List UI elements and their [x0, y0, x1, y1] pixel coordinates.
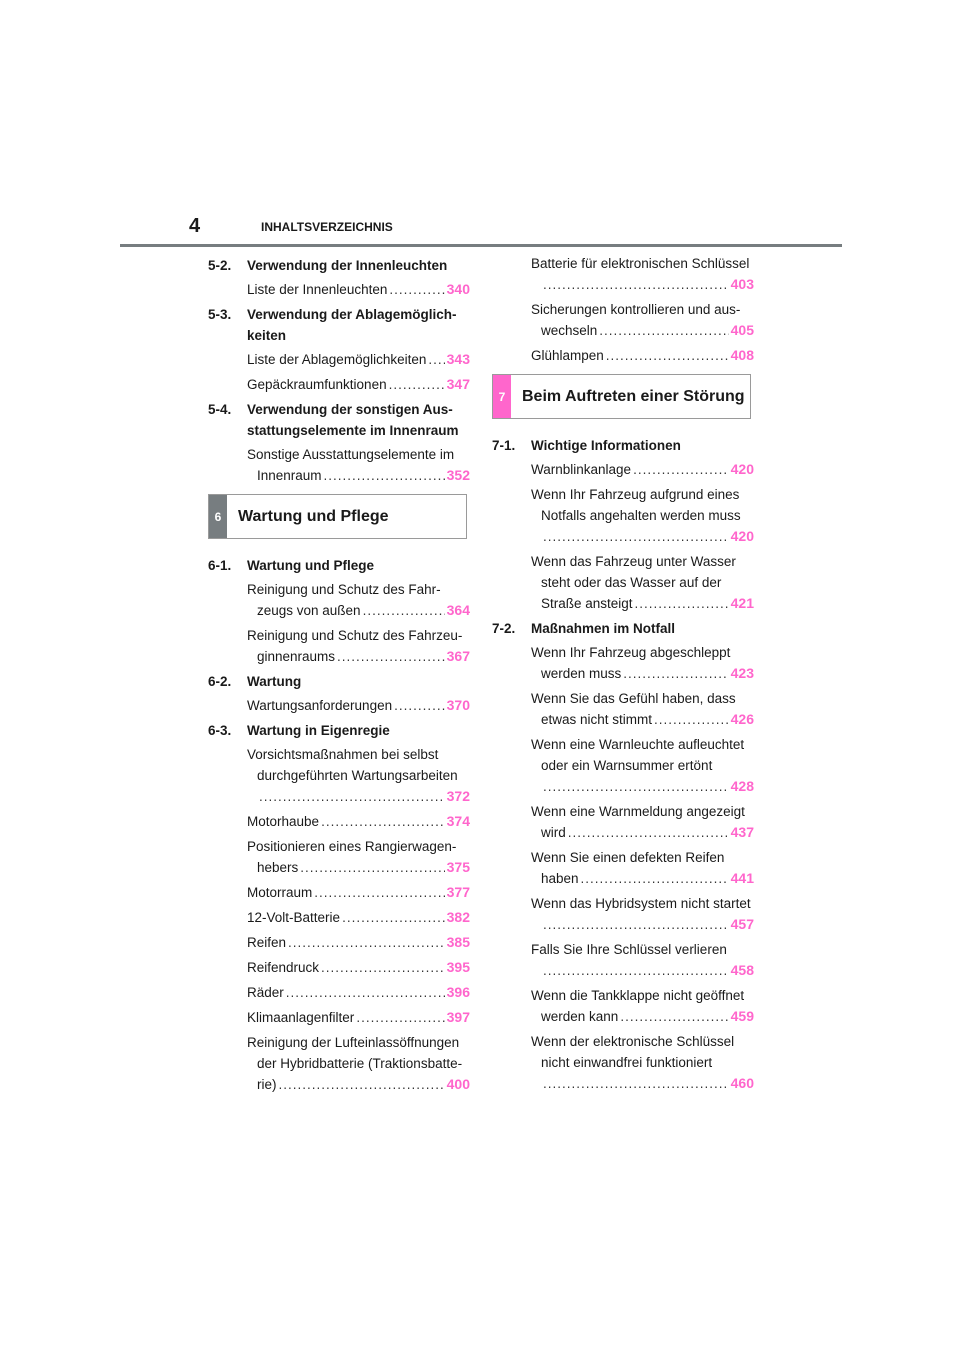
toc-entry-text: Wenn die Tankklappe nicht geöffnet [531, 988, 745, 1003]
page-link[interactable]: 382 [446, 909, 470, 925]
page-link[interactable]: 460 [730, 1075, 754, 1091]
toc-entry[interactable] [531, 1031, 754, 1094]
toc-entry-line [247, 786, 470, 807]
toc-entry-line [531, 914, 754, 935]
toc-entry-text: Wenn Ihr Fahrzeug aufgrund eines [531, 487, 740, 502]
dot-leader [543, 776, 729, 797]
toc-entry-text: haben [541, 871, 579, 886]
page-link[interactable]: 428 [730, 778, 754, 794]
toc-entry-line [247, 465, 470, 486]
toc-entry-text: Vorsichtsmaßnahmen bei selbst [247, 747, 439, 762]
page-link[interactable]: 367 [446, 648, 470, 664]
toc-entry[interactable] [247, 1007, 470, 1028]
toc-entry-line [531, 593, 754, 614]
toc-entry-text: der Hybridbatterie (Traktionsbatte- [257, 1056, 463, 1071]
toc-entry-text: Wartungsanforderungen [247, 698, 393, 713]
toc-entry-line [247, 279, 470, 300]
toc-entry-text: Reifendruck [247, 960, 320, 975]
toc-entry[interactable] [247, 1032, 470, 1095]
toc-entry[interactable] [247, 279, 470, 300]
toc-entry-text: ginnenraums [257, 649, 336, 664]
toc-entry[interactable] [247, 579, 470, 621]
header-rule [120, 244, 842, 247]
dot-leader [599, 320, 728, 341]
dot-leader [324, 465, 445, 486]
dot-leader [581, 868, 729, 889]
toc-entry-line [531, 663, 754, 684]
toc-entry[interactable] [531, 939, 754, 981]
toc-entry[interactable] [247, 811, 470, 832]
dot-leader [543, 526, 729, 547]
page-link[interactable]: 457 [730, 916, 754, 932]
toc-entry-text: etwas nicht stimmt [541, 712, 653, 727]
dot-leader [288, 932, 445, 953]
section-number: 6-3. [208, 723, 232, 738]
section-heading [208, 304, 470, 346]
section-heading [208, 399, 470, 441]
dot-leader [394, 695, 445, 716]
section-title: Wartung und Pflege [247, 558, 374, 573]
toc-entry-text: zeugs von außen [257, 603, 361, 618]
toc-entry[interactable] [531, 551, 754, 614]
toc-entry-text: Motorraum [247, 885, 313, 900]
dot-leader [259, 786, 445, 807]
page-link[interactable]: 420 [730, 461, 754, 477]
section-number: 7-2. [492, 621, 516, 636]
toc-entry-text: Reinigung und Schutz des Fahr- [247, 582, 441, 597]
toc-entry[interactable] [247, 374, 470, 395]
page-link[interactable]: 458 [730, 962, 754, 978]
page-link[interactable]: 426 [730, 711, 754, 727]
toc-entry[interactable] [247, 744, 470, 807]
toc-entry-text: Warnblinkanlage [531, 462, 632, 477]
toc-entry[interactable] [247, 349, 470, 370]
toc-entry[interactable] [531, 847, 754, 889]
toc-entry[interactable] [531, 734, 754, 797]
dot-leader [363, 600, 445, 621]
section-title: Maßnahmen im Notfall [531, 621, 676, 636]
page-link[interactable]: 374 [446, 813, 470, 829]
section-number: 5-4. [208, 402, 232, 417]
toc-entry-text: Glühlampen [531, 348, 604, 363]
toc-entry-text: Liste der Innenleuchten [247, 282, 388, 297]
toc-entry[interactable] [247, 932, 470, 953]
dot-leader [389, 374, 445, 395]
section-number: 7-1. [492, 438, 516, 453]
toc-entry[interactable] [531, 642, 754, 684]
dot-leader [300, 857, 444, 878]
page-link[interactable]: 441 [730, 870, 754, 886]
chapter-box [492, 374, 751, 419]
toc-entry-line [247, 932, 470, 953]
toc-entry[interactable] [247, 982, 470, 1003]
toc-entry[interactable] [531, 893, 754, 935]
page-link[interactable]: 364 [446, 602, 470, 618]
toc-entry-text: Motorhaube [247, 814, 320, 829]
dot-leader [286, 982, 445, 1003]
toc-entry[interactable] [247, 836, 470, 878]
section-number: 6-2. [208, 674, 232, 689]
page-link[interactable]: 397 [446, 1009, 470, 1025]
toc-entry-text: Reifen [247, 935, 287, 950]
toc-entry-line [531, 459, 754, 480]
dot-leader [623, 663, 728, 684]
toc-entry-line [247, 857, 470, 878]
toc-entry[interactable] [531, 345, 754, 366]
chapter-box [208, 494, 467, 539]
toc-entry[interactable] [247, 957, 470, 978]
page-link[interactable]: 370 [446, 697, 470, 713]
chapter-tab: 7 [493, 375, 511, 418]
toc-entry[interactable] [247, 907, 470, 928]
section-heading [492, 435, 754, 456]
toc-entry-text: Reinigung und Schutz des Fahrzeu- [247, 628, 463, 643]
dot-leader [314, 882, 444, 903]
toc-entry-text: Wenn der elektronische Schlüssel [531, 1034, 735, 1049]
page-link[interactable]: 385 [446, 934, 470, 950]
toc-entry-line [247, 957, 470, 978]
toc-entry[interactable] [531, 801, 754, 843]
page-link[interactable]: 423 [730, 665, 754, 681]
toc-entry-text: rie) [257, 1077, 277, 1092]
section-title: Verwendung der Innenleuchten [247, 258, 448, 273]
dot-leader [543, 274, 729, 295]
toc-entry-text: Notfalls angehalten werden muss [541, 508, 741, 523]
toc-entry-text: Batterie für elektronischen Schlüssel [531, 256, 750, 271]
toc-entry-text: Positionieren eines Rangierwagen- [247, 839, 457, 854]
toc-entry-line [247, 1007, 470, 1028]
page-link[interactable]: 403 [730, 276, 754, 292]
section-title: Wartung [247, 674, 302, 689]
toc-entry-text: Sicherungen kontrollieren und aus- [531, 302, 741, 317]
page-link[interactable]: 400 [446, 1076, 470, 1092]
toc-entry[interactable] [531, 253, 754, 295]
page-link[interactable]: 437 [730, 824, 754, 840]
toc-entry-text: Liste der Ablagemöglichkeiten [247, 352, 427, 367]
dot-leader [654, 709, 729, 730]
section-title: Wichtige Informationen [531, 438, 681, 453]
toc-entry[interactable] [247, 444, 470, 486]
page-link[interactable]: 420 [730, 528, 754, 544]
dot-leader [543, 914, 729, 935]
dot-leader [635, 593, 729, 614]
toc-entry-line [531, 320, 754, 341]
toc-column-right [492, 253, 754, 1098]
page-link[interactable]: 408 [730, 347, 754, 363]
toc-entry-line [247, 882, 470, 903]
toc-entry-line [531, 960, 754, 981]
page-link[interactable]: 343 [446, 351, 470, 367]
toc-entry-text: Falls Sie Ihre Schlüssel verlieren [531, 942, 727, 957]
toc-entry-line [531, 1073, 754, 1094]
toc-entry-line [531, 776, 754, 797]
toc-entry-line [247, 349, 470, 370]
toc-entry-text: oder ein Warnsummer ertönt [541, 758, 713, 773]
toc-entry[interactable] [531, 299, 754, 341]
toc-entry-line [247, 982, 470, 1003]
header-title: INHALTSVERZEICHNIS [261, 220, 393, 234]
section-heading [208, 555, 470, 576]
toc-entry-line [531, 526, 754, 547]
toc-entry[interactable] [247, 695, 470, 716]
dot-leader [606, 345, 729, 366]
toc-entry-text: Räder [247, 985, 284, 1000]
page-link[interactable]: 421 [730, 595, 754, 611]
dot-leader [279, 1074, 445, 1095]
toc-entry-text: Innenraum [257, 468, 322, 483]
toc-entry-text: Wenn Ihr Fahrzeug abgeschleppt [531, 645, 731, 660]
toc-entry-text: Sonstige Ausstattungselemente im [247, 447, 455, 462]
toc-entry-text: Wenn Sie einen defekten Reifen [531, 850, 725, 865]
page-link[interactable]: 405 [730, 322, 754, 338]
dot-leader [620, 1006, 728, 1027]
toc-entry-text: Wenn eine Warnmeldung angezeigt [531, 804, 745, 819]
toc-entry[interactable] [247, 882, 470, 903]
page-number: 4 [189, 215, 201, 237]
toc-entry-text: Wenn Sie das Gefühl haben, dass [531, 691, 736, 706]
toc-entry-text: hebers [257, 860, 299, 875]
page-link[interactable]: 352 [446, 467, 470, 483]
toc-entry-line [531, 868, 754, 889]
dot-leader [337, 646, 445, 667]
dot-leader [321, 957, 445, 978]
section-number: 5-2. [208, 258, 232, 273]
page-link[interactable]: 459 [730, 1008, 754, 1024]
page-link[interactable]: 347 [446, 376, 470, 392]
dot-leader [633, 459, 729, 480]
toc-entry-text: Wenn das Fahrzeug unter Wasser [531, 554, 736, 569]
dot-leader [356, 1007, 444, 1028]
toc-entry-text: Klimaanlagenfilter [247, 1010, 355, 1025]
toc-entry[interactable] [531, 688, 754, 730]
section-title: Verwendung der sonstigen Aus-stattungselemente im Innenraum [247, 402, 459, 438]
section-title: Verwendung der Ablagemöglich-keiten [247, 307, 457, 343]
toc-entry-line [247, 811, 470, 832]
toc-entry-line [247, 646, 470, 667]
toc-column-left [208, 255, 470, 1099]
toc-entry-text: Gepäckraumfunktionen [247, 377, 387, 392]
chapter-title: Wartung und Pflege [238, 507, 389, 525]
section-number: 5-3. [208, 307, 232, 322]
toc-entry-text: werden kann [541, 1009, 619, 1024]
section-heading [208, 720, 470, 741]
dot-leader [428, 349, 444, 370]
toc-entry-line [247, 695, 470, 716]
toc-entry-line [247, 600, 470, 621]
section-heading [492, 618, 754, 639]
toc-entry-line [531, 274, 754, 295]
toc-entry-text: steht oder das Wasser auf der [541, 575, 722, 590]
toc-entry-text: Straße ansteigt [541, 596, 633, 611]
toc-entry-text: 12-Volt-Batterie [247, 910, 341, 925]
toc-entry-line [247, 1074, 470, 1095]
page-link[interactable]: 372 [446, 788, 470, 804]
toc-entry-text: Wenn das Hybridsystem nicht startet [531, 896, 751, 911]
chapter-tab: 6 [209, 495, 227, 538]
section-title: Wartung in Eigenregie [247, 723, 390, 738]
section-number: 6-1. [208, 558, 232, 573]
toc-entry-line [531, 822, 754, 843]
toc-entry-text: werden muss [541, 666, 622, 681]
page-link[interactable]: 395 [446, 959, 470, 975]
toc-entry[interactable] [531, 985, 754, 1027]
section-heading [208, 255, 470, 276]
page-link[interactable]: 340 [446, 281, 470, 297]
toc-entry-line [531, 345, 754, 366]
page-link[interactable]: 375 [446, 859, 470, 875]
page-link[interactable]: 396 [446, 984, 470, 1000]
dot-leader [342, 907, 445, 928]
dot-leader [389, 279, 444, 300]
toc-entry-text: wird [541, 825, 566, 840]
page-link[interactable]: 377 [446, 884, 470, 900]
chapter-title: Beim Auftreten einer Störung [522, 387, 745, 405]
toc-entry-text: nicht einwandfrei funktioniert [541, 1055, 713, 1070]
toc-entry-line [531, 709, 754, 730]
toc-entry-text: Reinigung der Lufteinlassöffnungen [247, 1035, 460, 1050]
toc-entry[interactable] [531, 484, 754, 547]
toc-entry-line [247, 374, 470, 395]
dot-leader [543, 1073, 729, 1094]
toc-entry[interactable] [531, 459, 754, 480]
toc-entry[interactable] [247, 625, 470, 667]
dot-leader [321, 811, 445, 832]
dot-leader [543, 960, 729, 981]
section-heading [208, 671, 470, 692]
toc-entry-text: Wenn eine Warnleuchte aufleuchtet [531, 737, 745, 752]
dot-leader [568, 822, 729, 843]
toc-entry-line [247, 907, 470, 928]
toc-entry-text: durchgeführten Wartungsarbeiten [257, 768, 458, 783]
toc-entry-line [531, 1006, 754, 1027]
toc-entry-text: wechseln [541, 323, 598, 338]
